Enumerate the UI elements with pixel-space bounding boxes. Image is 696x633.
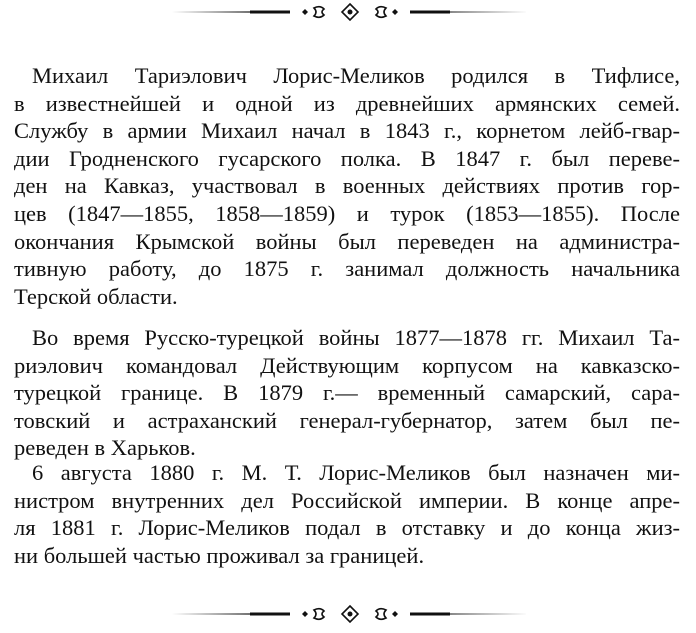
- text-line: ден на Кавказ, участвовал в военных действиях против гор-: [14, 173, 680, 199]
- text-line: 6 августа 1880 г. М. Т. Лорис-Меликов был назначен ми-: [32, 460, 680, 485]
- text-line: цев (1847—1855, 1858—1859) и турок (1853—1855). После: [14, 200, 680, 226]
- text-line: Во время Русско-турецкой войны 1877—1878 гг. Михаил Та-: [32, 325, 680, 350]
- text-line: Михаил Тариэлович Лорис-Меликов родился в Тифлисе,: [32, 63, 680, 88]
- text-line: нистром внутренних дел Российской империи. В конце апре-: [14, 487, 680, 513]
- ornament-divider-top: [150, 2, 550, 22]
- paragraph-3: [14, 459, 680, 569]
- text-line: Службу в армии Михаил начал в 1843 г., корнетом лейб-гвар-: [14, 118, 680, 144]
- paragraph-2: [14, 324, 680, 462]
- text-line: тивную работу, до 1875 г. занимал должность начальника: [14, 256, 680, 282]
- text-line: Терской области.: [14, 283, 178, 309]
- text-line: окончания Крымской войны был переведен на администра-: [14, 228, 680, 254]
- text-line: в известнейшей и одной из древнейших армянских семей.: [14, 90, 680, 116]
- text-line: турецкой границе. В 1879 г.— временный самарский, сара-: [14, 380, 680, 406]
- ornament-divider-bottom: [150, 604, 550, 624]
- text-line: реведен в Харьков.: [14, 435, 196, 461]
- text-line: ля 1881 г. Лорис-Меликов подал в отставку и до конца жиз-: [14, 515, 680, 541]
- text-line: дии Гродненского гусарского полка. В 1847 г. был переве-: [14, 145, 680, 171]
- text-line: риэлович командовал Действующим корпусом на кавказско-: [14, 352, 680, 378]
- text-line: ни большей частью проживал за границей.: [14, 542, 425, 568]
- text-line: товский и астраханский генерал-губернатор, затем был пе-: [14, 407, 680, 433]
- paragraph-1: [14, 62, 680, 310]
